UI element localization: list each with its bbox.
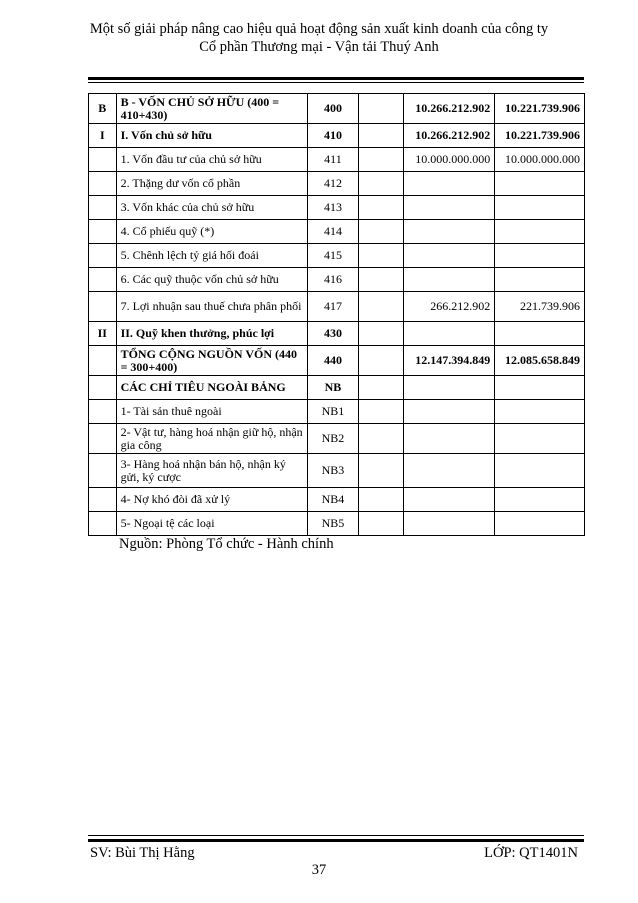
row-index — [89, 424, 117, 454]
row-index — [89, 148, 117, 172]
row-begin-value: 12.085.658.849 — [495, 346, 585, 376]
footer-class: LỚP: QT1401N — [484, 845, 578, 861]
header-title-line2: Cổ phần Thương mại - Vận tải Thuý Anh — [199, 39, 439, 55]
table-row — [89, 424, 585, 454]
table-row — [89, 196, 585, 220]
row-end-value — [404, 512, 495, 536]
row-index — [89, 454, 117, 488]
row-name: I. Vốn chủ sở hữu — [116, 124, 307, 148]
row-begin-value: 10.000.000.000 — [495, 148, 585, 172]
row-name: 3- Hàng hoá nhận bán hộ, nhận ký gửi, ký cược — [116, 454, 307, 488]
row-note — [359, 172, 404, 196]
row-end-value: 10.266.212.902 — [404, 124, 495, 148]
row-end-value: 12.147.394.849 — [404, 346, 495, 376]
row-end-value — [404, 424, 495, 454]
table-row — [89, 488, 585, 512]
table-row — [89, 400, 585, 424]
row-index — [89, 172, 117, 196]
footer-divider — [88, 839, 584, 842]
row-begin-value — [495, 322, 585, 346]
footer-student: SV: Bùi Thị Hằng — [90, 845, 195, 861]
row-begin-value — [495, 244, 585, 268]
row-name: 2. Thặng dư vốn cổ phần — [116, 172, 307, 196]
row-index — [89, 376, 117, 400]
row-begin-value — [495, 196, 585, 220]
balance-sheet-table — [88, 93, 585, 536]
row-name: 7. Lợi nhuận sau thuế chưa phân phối — [116, 292, 307, 322]
row-code: NB — [307, 376, 358, 400]
row-code: 414 — [307, 220, 358, 244]
row-end-value — [404, 400, 495, 424]
row-name: CÁC CHỈ TIÊU NGOÀI BẢNG — [116, 376, 307, 400]
row-index: II — [89, 322, 117, 346]
row-index: B — [89, 94, 117, 124]
row-index — [89, 268, 117, 292]
table-row — [89, 376, 585, 400]
row-index — [89, 196, 117, 220]
row-code: NB5 — [307, 512, 358, 536]
row-name: B - VỐN CHỦ SỞ HỮU (400 = 410+430) — [116, 94, 307, 124]
row-note — [359, 220, 404, 244]
page-header — [0, 20, 638, 56]
row-name: 4- Nợ khó đòi đã xử lý — [116, 488, 307, 512]
row-note — [359, 268, 404, 292]
row-end-value: 266.212.902 — [404, 292, 495, 322]
row-index: I — [89, 124, 117, 148]
row-begin-value — [495, 512, 585, 536]
row-index — [89, 244, 117, 268]
row-end-value — [404, 196, 495, 220]
table-row — [89, 454, 585, 488]
row-note — [359, 322, 404, 346]
row-code: 415 — [307, 244, 358, 268]
row-begin-value — [495, 400, 585, 424]
row-code: 430 — [307, 322, 358, 346]
row-end-value — [404, 488, 495, 512]
row-name: 2- Vật tư, hàng hoá nhận giữ hộ, nhận gia công — [116, 424, 307, 454]
page-number: 37 — [311, 862, 327, 878]
table-row — [89, 322, 585, 346]
source-note: Nguồn: Phòng Tổ chức - Hành chính — [119, 536, 334, 552]
row-code: 416 — [307, 268, 358, 292]
row-note — [359, 346, 404, 376]
table-row — [89, 244, 585, 268]
row-index — [89, 512, 117, 536]
header-divider — [88, 77, 584, 80]
row-code: 440 — [307, 346, 358, 376]
row-name: 1. Vốn đầu tư của chủ sở hữu — [116, 148, 307, 172]
row-name: TỔNG CỘNG NGUỒN VỐN (440 = 300+400) — [116, 346, 307, 376]
footer-divider-thin — [88, 835, 584, 836]
row-note — [359, 488, 404, 512]
table-row — [89, 346, 585, 376]
row-code: 417 — [307, 292, 358, 322]
row-name: 5- Ngoại tệ các loại — [116, 512, 307, 536]
row-index — [89, 400, 117, 424]
row-index — [89, 346, 117, 376]
row-code: NB3 — [307, 454, 358, 488]
row-note — [359, 454, 404, 488]
row-note — [359, 124, 404, 148]
row-code: NB4 — [307, 488, 358, 512]
row-note — [359, 376, 404, 400]
row-end-value — [404, 172, 495, 196]
row-code: 411 — [307, 148, 358, 172]
row-note — [359, 148, 404, 172]
row-end-value — [404, 322, 495, 346]
row-end-value: 10.266.212.902 — [404, 94, 495, 124]
row-note — [359, 244, 404, 268]
row-end-value — [404, 220, 495, 244]
row-begin-value — [495, 268, 585, 292]
row-begin-value — [495, 172, 585, 196]
row-end-value — [404, 244, 495, 268]
row-begin-value — [495, 220, 585, 244]
row-end-value — [404, 454, 495, 488]
row-begin-value: 10.221.739.906 — [495, 124, 585, 148]
row-note — [359, 292, 404, 322]
row-begin-value — [495, 488, 585, 512]
row-code: 400 — [307, 94, 358, 124]
row-note — [359, 424, 404, 454]
row-code: NB1 — [307, 400, 358, 424]
row-name: 5. Chênh lệch tỷ giá hối đoái — [116, 244, 307, 268]
row-name: 4. Cổ phiếu quỹ (*) — [116, 220, 307, 244]
row-name: 3. Vốn khác của chủ sở hữu — [116, 196, 307, 220]
row-begin-value — [495, 376, 585, 400]
table-row — [89, 148, 585, 172]
table-row — [89, 512, 585, 536]
row-code: 410 — [307, 124, 358, 148]
table-row — [89, 268, 585, 292]
table-row — [89, 220, 585, 244]
table-row — [89, 292, 585, 322]
row-begin-value: 10.221.739.906 — [495, 94, 585, 124]
row-index — [89, 220, 117, 244]
row-note — [359, 94, 404, 124]
row-code: NB2 — [307, 424, 358, 454]
row-note — [359, 512, 404, 536]
row-name: 1- Tài sản thuê ngoài — [116, 400, 307, 424]
row-name: 6. Các quỹ thuộc vốn chủ sở hữu — [116, 268, 307, 292]
row-name: II. Quỹ khen thưởng, phúc lợi — [116, 322, 307, 346]
row-begin-value: 221.739.906 — [495, 292, 585, 322]
row-end-value — [404, 268, 495, 292]
header-title-line1: Một số giải pháp nâng cao hiệu quả hoạt động sản xuất kinh doanh của công ty — [89, 21, 549, 37]
table-row — [89, 172, 585, 196]
row-end-value: 10.000.000.000 — [404, 148, 495, 172]
row-note — [359, 196, 404, 220]
row-note — [359, 400, 404, 424]
row-end-value — [404, 376, 495, 400]
table-row — [89, 124, 585, 148]
row-code: 412 — [307, 172, 358, 196]
row-index — [89, 488, 117, 512]
row-index — [89, 292, 117, 322]
header-divider-thin — [88, 82, 584, 83]
table-row — [89, 94, 585, 124]
row-begin-value — [495, 454, 585, 488]
row-begin-value — [495, 424, 585, 454]
row-code: 413 — [307, 196, 358, 220]
